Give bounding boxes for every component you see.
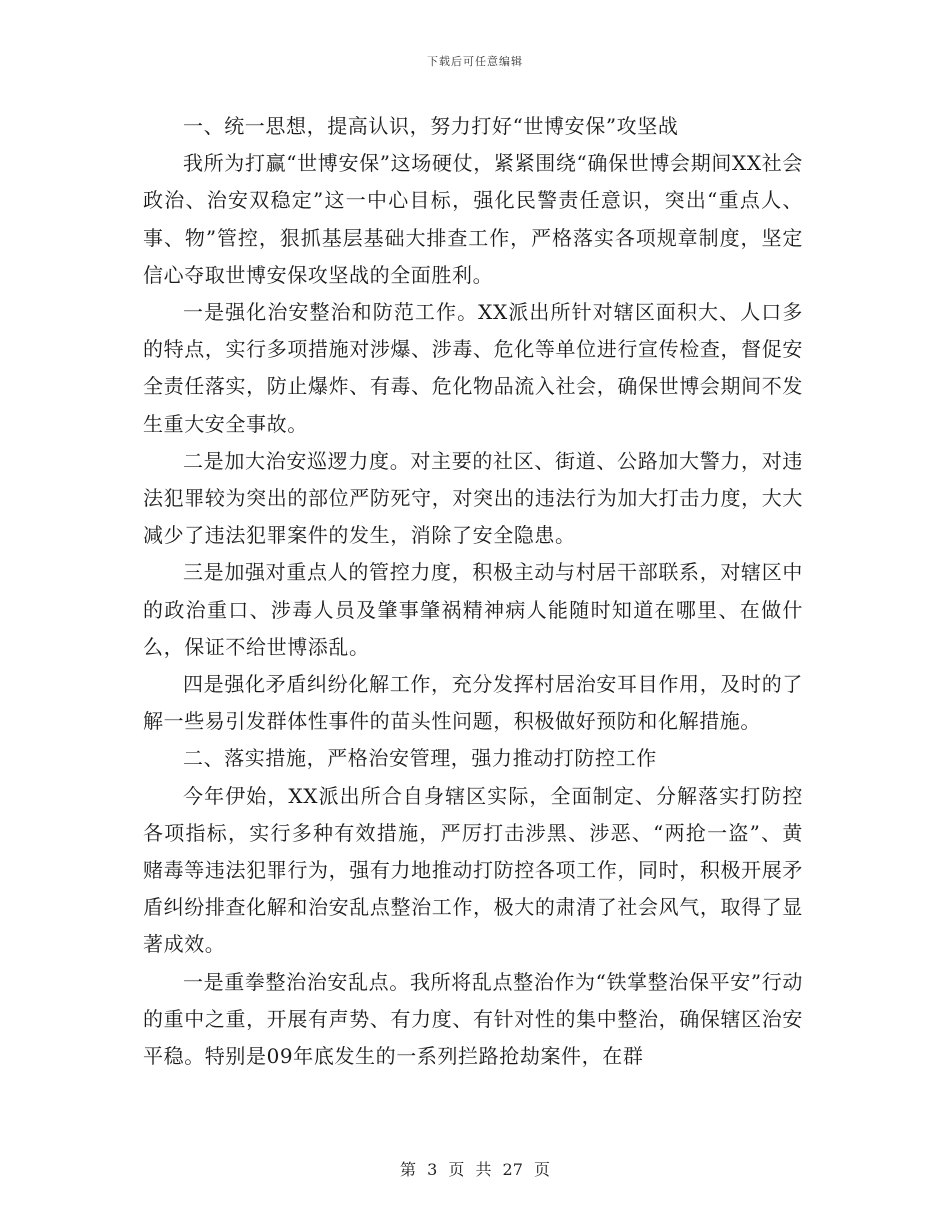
paragraph-point-1: 一是强化治安整治和防范工作。XX派出所针对辖区面积大、人口多的特点，实行多项措施对涉爆、涉毒、危化等单位进行宣传检查，督促安全责任落实，防止爆炸、有毒、危化物品流入社会，确保世博会期间不发生重大安全事故。 [143,300,803,436]
section-heading-2: 二、落实措施，严格治安管理，强力推动打防控工作 [183,746,657,771]
page-number-footer: 第 3 页 共 27 页 [400,1160,550,1179]
paragraph-intro: 我所为打赢“世博安保”这场硬仗，紧紧围绕“确保世博会期间XX社会政治、治安双稳定”这一中心目标，强化民警责任意识，突出“重点人、事、物”管控，狠抓基层基础大排查工作，严格落实各项规章制度，坚定信心夺取世博安保攻坚战的全面胜利。 [143,151,803,287]
section-heading-1: 一、统一思想，提高认识，努力打好“世博安保”攻坚战 [183,114,679,138]
paragraph-point-3: 三是加强对重点人的管控力度，积极主动与村居干部联系，对辖区中的政治重口、涉毒人员及肇事肇祸精神病人能随时知道在哪里、在做什么，保证不给世博添乱。 [143,560,803,659]
paragraph-point-4: 四是强化矛盾纠纷化解工作，充分发挥村居治安耳目作用，及时的了解一些易引发群体性事件的苗头性问题，积极做好预防和化解措施。 [143,672,803,734]
paragraph-point-2: 二是加大治安巡逻力度。对主要的社区、街道、公路加大警力，对违法犯罪较为突出的部位严防死守，对突出的违法行为加大打击力度，大大减少了违法犯罪案件的发生，消除了安全隐患。 [143,448,803,548]
paragraph-section-2-point-1: 一是重拳整治治安乱点。我所将乱点整治作为“铁掌整治保平安”行动的重中之重，开展有声势、有力度、有针对性的集中整治，确保辖区治安平稳。特别是09年底发生的一系列拦路抢劫案件，在群 [143,969,803,1069]
page-header: 下载后可任意编辑 [427,55,523,68]
paragraph-section-2-intro: 今年伊始，XX派出所合自身辖区实际，全面制定、分解落实打防控各项指标，实行多种有效措施，严厉打击涉黑、涉恶、“两抢一盗”、黄赌毒等违法犯罪行为，强有力地推动打防控各项工作，同时，积极开展矛盾纠纷排查化解和治安乱点整治工作，极大的肃清了社会风气，取得了显著成效。 [143,783,803,957]
document-body [143,108,803,1075]
